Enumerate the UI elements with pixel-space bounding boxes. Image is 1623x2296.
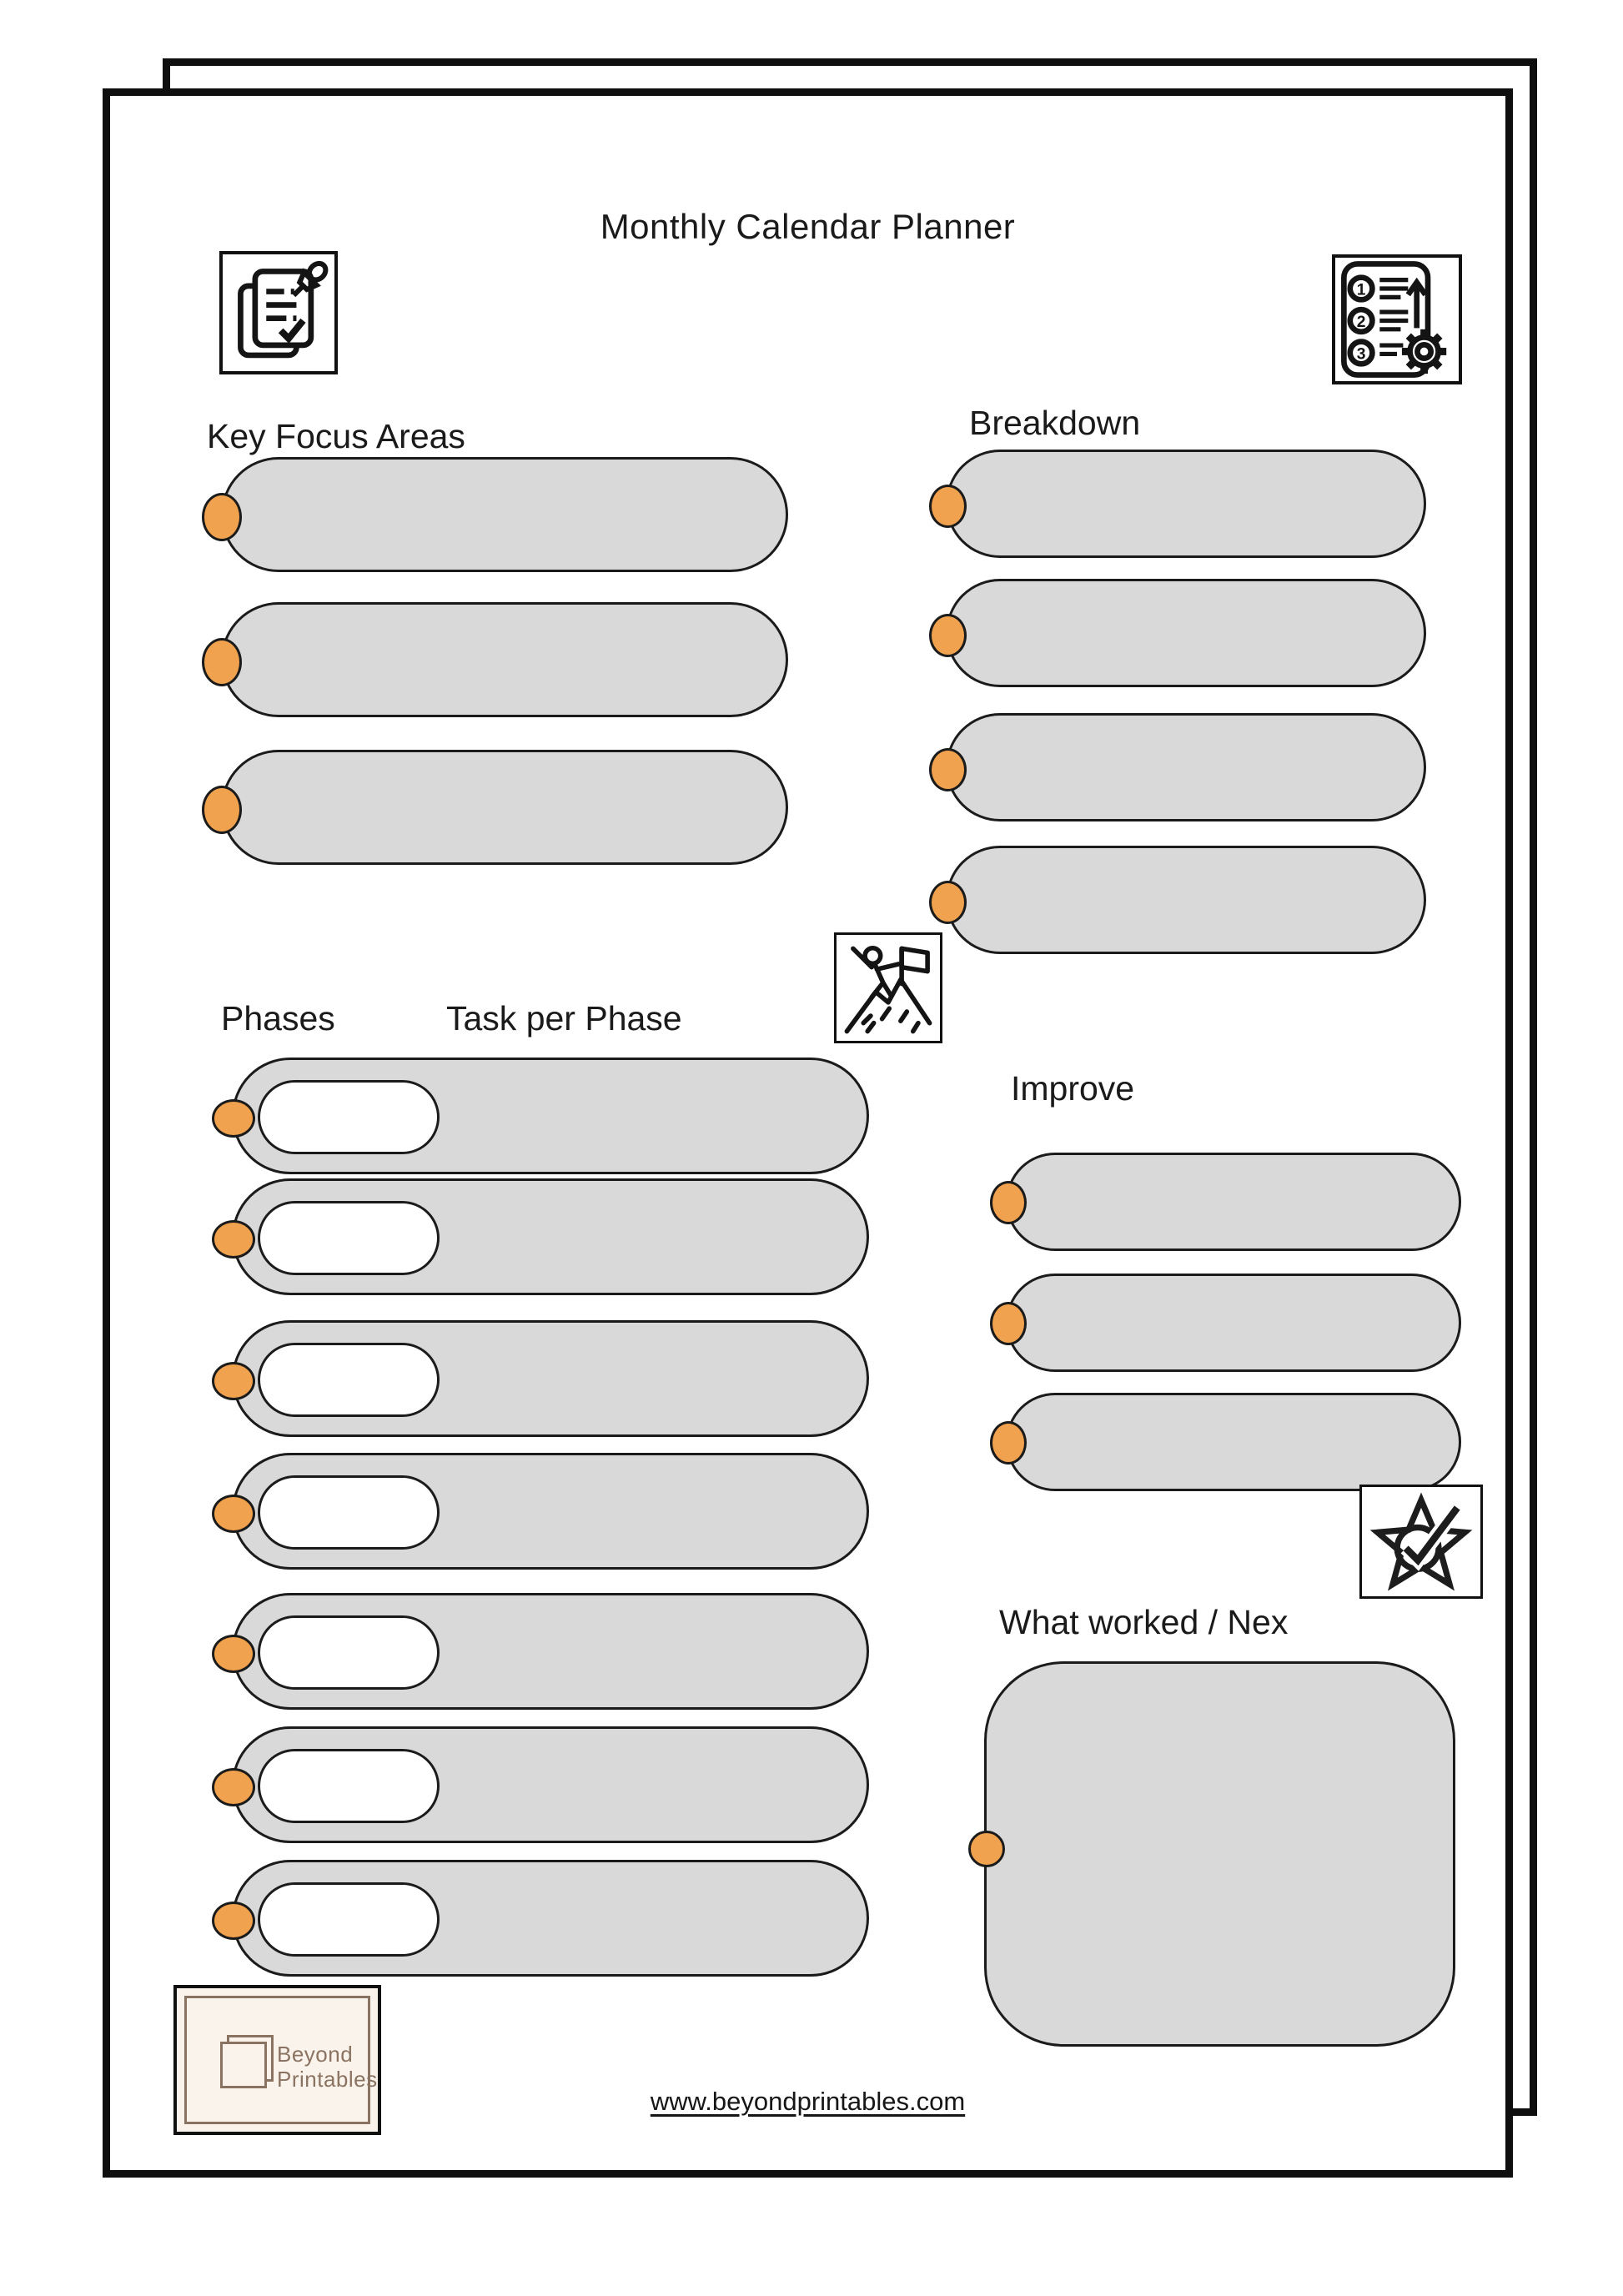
bullet-dot — [212, 1635, 255, 1673]
breakdown-heading: Breakdown — [969, 404, 1141, 442]
bullet-dot — [990, 1421, 1027, 1465]
up-arrow — [1408, 283, 1425, 329]
bullet-dot — [990, 1181, 1027, 1224]
step-3 — [1350, 342, 1404, 364]
star-checkmark-icon — [1359, 1485, 1483, 1599]
bullet-dot — [212, 1495, 255, 1533]
logo-text — [277, 2042, 378, 2092]
phase-row-7[interactable] — [232, 1860, 869, 1977]
flag — [902, 948, 927, 971]
bullet-dot — [929, 485, 967, 528]
bullet-dot — [990, 1302, 1027, 1345]
phase-row-6[interactable] — [232, 1726, 869, 1843]
key-focus-field-3[interactable] — [221, 750, 788, 865]
phase-row-5[interactable] — [232, 1593, 869, 1710]
phase-name-field[interactable] — [258, 1475, 440, 1550]
phase-row-3[interactable] — [232, 1320, 869, 1437]
priority-steps-gear-icon — [1332, 254, 1462, 384]
key-focus-field-2[interactable] — [221, 602, 788, 717]
step-2 — [1350, 309, 1409, 332]
mountain-hatch — [863, 1008, 907, 1022]
bullet-dot — [212, 1902, 255, 1940]
bullet-dot — [212, 1768, 255, 1806]
logo-pages-icon-front — [220, 2042, 267, 2088]
what-worked-field[interactable] — [984, 1661, 1455, 2047]
phase-name-field[interactable] — [258, 1343, 440, 1417]
bullet-dot — [929, 748, 967, 791]
logo-text-line1: Beyond — [277, 2042, 354, 2067]
phase-name-field[interactable] — [258, 1749, 440, 1823]
mountain-climber-flag-icon — [834, 932, 942, 1043]
breakdown-field-3[interactable] — [946, 713, 1426, 821]
task-per-phase-heading: Task per Phase — [446, 999, 682, 1037]
phase-name-field[interactable] — [258, 1882, 440, 1957]
improve-heading: Improve — [1011, 1069, 1135, 1108]
improve-field-2[interactable] — [1006, 1274, 1461, 1372]
breakdown-field-4[interactable] — [946, 846, 1426, 954]
climber-arm-right — [877, 964, 898, 969]
key-focus-field-1[interactable] — [221, 457, 788, 572]
phase-name-field[interactable] — [258, 1615, 440, 1690]
bullet-dot — [202, 786, 242, 834]
breakdown-field-1[interactable] — [946, 450, 1426, 558]
bullet-dot — [212, 1220, 255, 1259]
step-1 — [1350, 278, 1409, 300]
phase-row-2[interactable] — [232, 1178, 869, 1295]
what-worked-heading: What worked / Nex — [999, 1603, 1289, 1641]
key-focus-areas-heading: Key Focus Areas — [207, 417, 465, 455]
mountain-hatch-2 — [867, 1023, 918, 1032]
bullet-dot — [929, 614, 967, 657]
phase-name-field[interactable] — [258, 1080, 440, 1154]
bullet-dot — [212, 1099, 255, 1138]
phase-row-4[interactable] — [232, 1453, 869, 1570]
phases-heading: Phases — [221, 999, 335, 1037]
svg-text:1: 1 — [1356, 281, 1366, 299]
bullet-dot — [202, 638, 242, 686]
website-link[interactable]: www.beyondprintables.com — [650, 2087, 966, 2116]
svg-text:3: 3 — [1356, 345, 1366, 364]
page-title: Monthly Calendar Planner — [600, 207, 1016, 246]
bullet-dot — [929, 881, 967, 924]
phase-name-field[interactable] — [258, 1201, 440, 1275]
phase-row-1[interactable] — [232, 1058, 869, 1174]
breakdown-field-2[interactable] — [946, 579, 1426, 687]
bullet-dot — [212, 1362, 255, 1400]
pinned-checklist-icon — [219, 251, 338, 374]
logo-text-line2: Printables — [277, 2067, 378, 2092]
improve-field-3[interactable] — [1006, 1393, 1461, 1491]
gear — [1402, 329, 1446, 374]
bullet-dot — [968, 1831, 1005, 1867]
svg-text:2: 2 — [1356, 313, 1366, 331]
bullet-dot — [202, 493, 242, 541]
improve-field-1[interactable] — [1006, 1153, 1461, 1251]
